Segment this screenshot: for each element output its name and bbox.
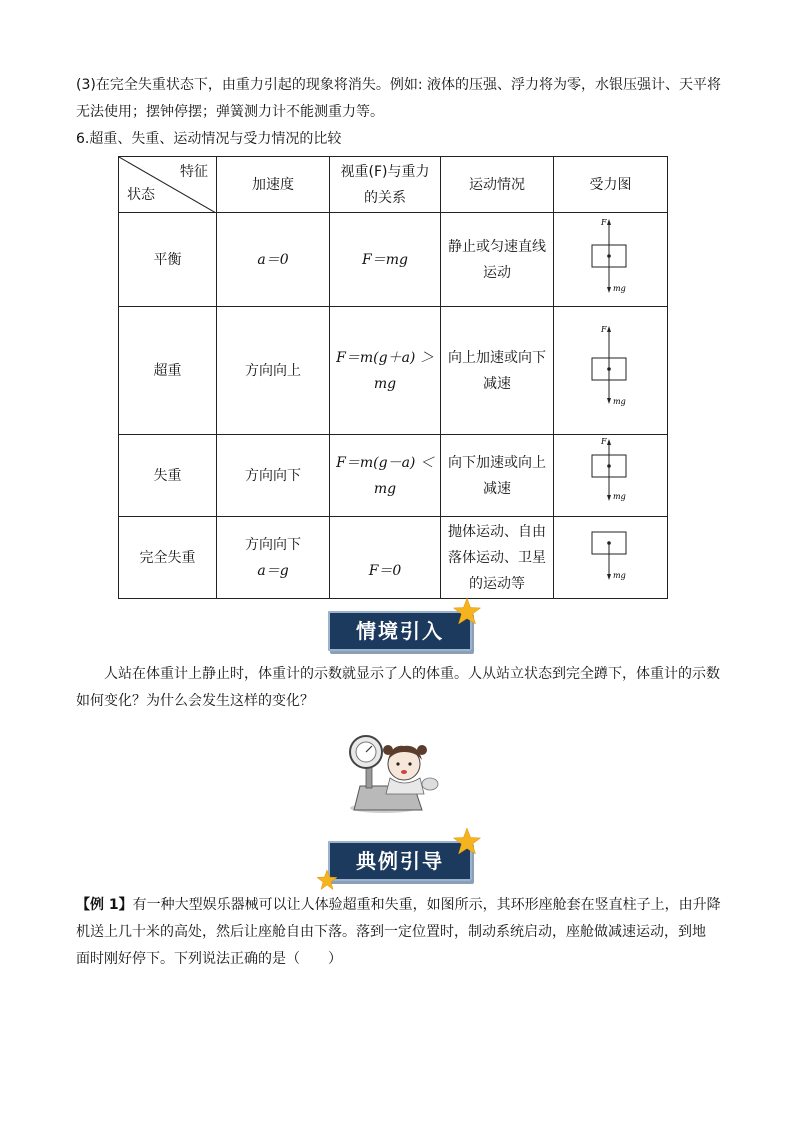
accel-cell: 方向向上: [217, 307, 330, 435]
mg-label: mg: [612, 397, 626, 406]
relation-cell: [330, 307, 441, 435]
relation-line-1: F＝m(g＋a) ＞: [336, 349, 434, 366]
motion-line-1: 向下加速或向上: [448, 454, 546, 471]
motion-line-2: 减速: [483, 375, 511, 392]
table-header-row: [119, 157, 668, 213]
star-icon: [316, 869, 338, 891]
scenario-paragraph: [76, 661, 726, 715]
force-diagram: [581, 520, 641, 586]
example-line-3: 面时刚好停下。下列说法正确的是（ ）: [76, 951, 342, 967]
motion-cell: [441, 517, 554, 599]
accel-cell: 方向向下: [217, 435, 330, 517]
relation-line-1: F＝0: [368, 562, 402, 579]
state-cell: 完全失重: [119, 517, 217, 599]
state-cell: 平衡: [119, 213, 217, 307]
motion-cell: [441, 435, 554, 517]
relation-cell: [330, 517, 441, 599]
relation-line-1: F＝m(g－a) ＜: [336, 454, 434, 471]
header-accel: 加速度: [217, 157, 330, 213]
motion-cell: [441, 307, 554, 435]
table-row: [119, 307, 668, 435]
relation-cell: [330, 435, 441, 517]
force-diagram-cell: [554, 307, 668, 435]
table-row: [119, 435, 668, 517]
mg-label: mg: [612, 284, 626, 293]
state-cell: 失重: [119, 435, 217, 517]
mg-label: mg: [612, 571, 626, 580]
header-relation-line2: 的关系: [364, 189, 406, 206]
F-label: F: [600, 325, 607, 334]
star-icon: [452, 597, 482, 627]
force-diagram: [581, 213, 641, 297]
banner-example: [328, 841, 472, 881]
force-diagram-cell: [554, 435, 668, 517]
motion-line-2: 减速: [483, 480, 511, 497]
girl-on-scale-illustration: [344, 730, 444, 814]
force-diagram: [581, 435, 641, 507]
corner-top-label: 特征: [180, 164, 208, 180]
section-6-title: 6.超重、失重、运动情况与受力情况的比较: [76, 131, 342, 147]
force-diagram-cell: [554, 213, 668, 307]
accel-line-1: 方向向下: [245, 536, 301, 553]
motion-line-3: 的运动等: [469, 575, 525, 592]
header-force: 受力图: [554, 157, 668, 213]
motion-line-2: 落体运动、卫星: [448, 549, 546, 566]
table-row: [119, 213, 668, 307]
intro-paragraph: [76, 72, 726, 126]
header-corner-cell: [119, 157, 217, 213]
relation-cell: F＝mg: [330, 213, 441, 307]
header-relation-line1: 视重(F)与重力: [340, 163, 430, 180]
scenario-line-2: 如何变化？为什么会发生这样的变化？: [76, 693, 314, 709]
state-cell: 超重: [119, 307, 217, 435]
example-line-1: [76, 892, 726, 919]
intro-line-2: 无法使用；摆钟停摆；弹簧测力计不能测重力等。: [76, 104, 384, 120]
table-row: [119, 517, 668, 599]
motion-line-1: 向上加速或向下: [448, 349, 546, 366]
header-relation: [330, 157, 441, 213]
example-tag: 【例 1】: [76, 897, 133, 913]
comparison-table: [118, 156, 668, 599]
motion-line-1: 抛体运动、自由: [448, 523, 546, 540]
relation-line-2: mg: [373, 375, 397, 392]
relation-line-2: mg: [373, 480, 397, 497]
motion-cell: [441, 213, 554, 307]
example-paragraph: [76, 892, 726, 973]
motion-line-1: 静止或匀速直线: [448, 238, 546, 255]
accel-cell: a＝0: [217, 213, 330, 307]
F-label: F: [600, 218, 607, 227]
F-label: F: [600, 437, 607, 446]
accel-line-2: a＝g: [257, 562, 289, 579]
banner-title: 典例引导: [356, 849, 444, 873]
scenario-line-1: 人站在体重计上静止时，体重计的示数就显示了人的体重。人从站立状态到完全蹲下，体重计的示数: [104, 666, 720, 682]
force-diagram-cell: [554, 517, 668, 599]
banner-scenario: [328, 611, 472, 651]
mg-label: mg: [612, 492, 626, 501]
star-icon: [452, 827, 482, 857]
motion-line-2: 运动: [483, 264, 511, 281]
example-line-2: 机送上几十米的高处，然后让座舱自由下落。落到一定位置时，制动系统启动，座舱做减速运动，到地: [76, 924, 706, 940]
example-line-1-text: 有一种大型娱乐器械可以让人体验超重和失重，如图所示，其环形座舱套在竖直柱子上，由升降: [132, 897, 721, 913]
accel-cell: [217, 517, 330, 599]
intro-line-1: (3)在完全失重状态下，由重力引起的现象将消失。例如: 液体的压强、浮力将为零，水银压强计、天平将: [76, 77, 721, 93]
header-motion: 运动情况: [441, 157, 554, 213]
corner-bottom-label: 状态: [127, 187, 155, 203]
banner-title: 情境引入: [356, 619, 444, 643]
force-diagram: [581, 318, 641, 414]
